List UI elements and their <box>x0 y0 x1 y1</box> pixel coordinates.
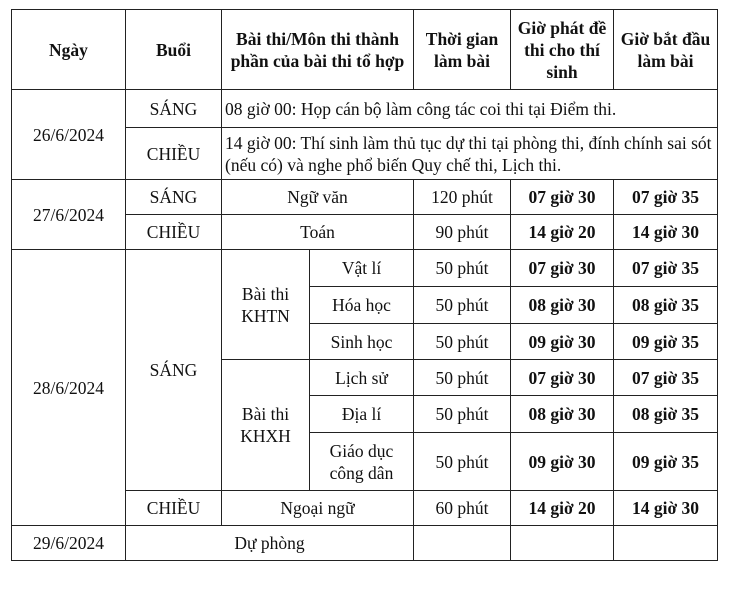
handout-time-cell: 14 giờ 20 <box>511 215 614 250</box>
session-cell: SÁNG <box>126 180 222 215</box>
handout-time-cell: 14 giờ 20 <box>511 491 614 526</box>
note-cell: Dự phòng <box>126 526 414 561</box>
col-header-bai-thi: Bài thi/Môn thi thành phần của bài thi tổ hợp <box>222 10 414 90</box>
handout-time-cell: 07 giờ 30 <box>511 250 614 287</box>
col-header-gio-phat: Giờ phát đề thi cho thí sinh <box>511 10 614 90</box>
duration-cell: 90 phút <box>414 215 511 250</box>
start-time-cell: 08 giờ 35 <box>614 287 718 324</box>
subject-cell: Giáo dục công dân <box>310 433 414 491</box>
table-row <box>12 180 718 215</box>
duration-cell: 120 phút <box>414 180 511 215</box>
start-time-cell: 07 giờ 35 <box>614 180 718 215</box>
subject-cell: Toán <box>222 215 414 250</box>
duration-cell: 50 phút <box>414 324 511 360</box>
date-cell: 26/6/2024 <box>12 90 126 180</box>
col-header-buoi: Buổi <box>126 10 222 90</box>
cropped-top-text <box>0 0 730 8</box>
date-cell: 29/6/2024 <box>12 526 126 561</box>
subject-cell: Ngoại ngữ <box>222 491 414 526</box>
empty-cell <box>414 526 511 561</box>
handout-time-cell: 09 giờ 30 <box>511 433 614 491</box>
empty-cell <box>614 526 718 561</box>
duration-cell: 50 phút <box>414 396 511 433</box>
start-time-cell: 14 giờ 30 <box>614 491 718 526</box>
duration-cell: 50 phút <box>414 250 511 287</box>
start-time-cell: 07 giờ 35 <box>614 360 718 396</box>
table-row <box>12 250 718 287</box>
col-header-ngay: Ngày <box>12 10 126 90</box>
start-time-cell: 14 giờ 30 <box>614 215 718 250</box>
start-time-cell: 09 giờ 35 <box>614 433 718 491</box>
duration-cell: 60 phút <box>414 491 511 526</box>
header-row <box>12 10 718 90</box>
group-cell-khxh: Bài thi KHXH <box>222 360 310 491</box>
duration-cell: 50 phút <box>414 287 511 324</box>
col-header-gio-bat-dau: Giờ bắt đầu làm bài <box>614 10 718 90</box>
start-time-cell: 09 giờ 35 <box>614 324 718 360</box>
subject-cell: Lịch sử <box>310 360 414 396</box>
note-cell: 08 giờ 00: Họp cán bộ làm công tác coi thi tại Điểm thi. <box>222 90 718 128</box>
exam-schedule-table <box>11 9 718 561</box>
subject-cell: Địa lí <box>310 396 414 433</box>
session-cell: CHIỀU <box>126 491 222 526</box>
date-cell: 27/6/2024 <box>12 180 126 250</box>
duration-cell: 50 phút <box>414 360 511 396</box>
session-cell: CHIỀU <box>126 128 222 180</box>
note-cell: 14 giờ 00: Thí sinh làm thủ tục dự thi tại phòng thi, đính chính sai sót (nếu có) và nghe phổ biến Quy chế thi, Lịch thi. <box>222 128 718 180</box>
empty-cell <box>511 526 614 561</box>
handout-time-cell: 08 giờ 30 <box>511 287 614 324</box>
start-time-cell: 07 giờ 35 <box>614 250 718 287</box>
handout-time-cell: 09 giờ 30 <box>511 324 614 360</box>
subject-cell: Sinh học <box>310 324 414 360</box>
handout-time-cell: 07 giờ 30 <box>511 180 614 215</box>
subject-cell: Hóa học <box>310 287 414 324</box>
subject-cell: Vật lí <box>310 250 414 287</box>
session-cell: SÁNG <box>126 250 222 491</box>
duration-cell: 50 phút <box>414 433 511 491</box>
session-cell: SÁNG <box>126 90 222 128</box>
group-cell-khtn: Bài thi KHTN <box>222 250 310 360</box>
date-cell: 28/6/2024 <box>12 250 126 526</box>
subject-cell: Ngữ văn <box>222 180 414 215</box>
table-row <box>12 526 718 561</box>
handout-time-cell: 07 giờ 30 <box>511 360 614 396</box>
handout-time-cell: 08 giờ 30 <box>511 396 614 433</box>
table-row <box>12 90 718 128</box>
session-cell: CHIỀU <box>126 215 222 250</box>
start-time-cell: 08 giờ 35 <box>614 396 718 433</box>
col-header-thoi-gian: Thời gian làm bài <box>414 10 511 90</box>
